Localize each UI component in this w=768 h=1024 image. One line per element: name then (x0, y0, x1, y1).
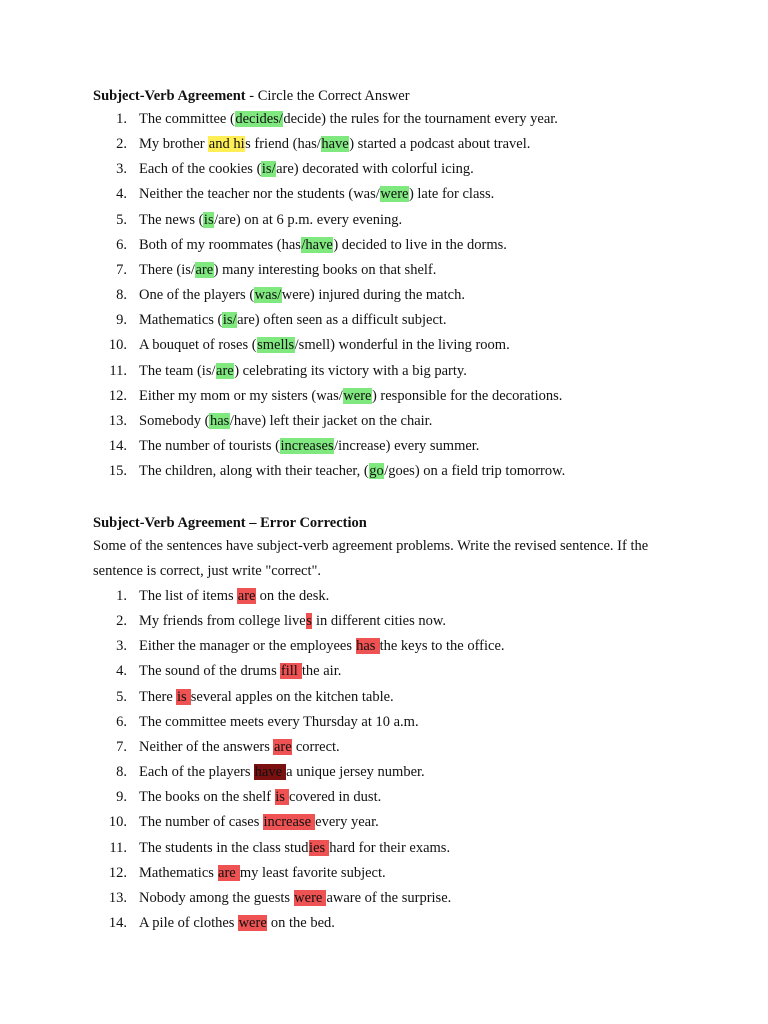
item-number: 12. (108, 864, 127, 881)
text-segment: The number of cases (139, 814, 264, 831)
text-segment: A pile of clothes (139, 915, 239, 932)
highlight-green: have (321, 136, 349, 153)
item-text (139, 258, 436, 283)
item-number: 10. (108, 814, 127, 831)
text-segment: Either my mom or my sisters (was/ (139, 387, 343, 404)
list-item (93, 434, 693, 459)
highlight-green: increases (280, 438, 334, 455)
highlight-dark-red: have (254, 764, 286, 781)
list-item (93, 157, 693, 182)
item-text (139, 710, 419, 735)
highlight-yellow: and hi (208, 136, 245, 153)
highlight-green: were (343, 387, 372, 404)
highlight-green: has (209, 412, 230, 429)
list-item (93, 861, 693, 886)
text-segment: were) injured during the match. (281, 287, 465, 304)
list-item (93, 634, 693, 659)
item-text (139, 459, 565, 484)
item-text (139, 685, 394, 710)
highlight-green: smells (257, 337, 295, 354)
section-1-list (93, 107, 693, 484)
item-number: 13. (108, 412, 127, 429)
item-number: 1. (116, 588, 127, 604)
list-item (93, 132, 693, 157)
text-segment: There (139, 688, 177, 705)
item-text (139, 359, 467, 384)
item-text (139, 760, 425, 785)
section-error-correction (93, 513, 693, 936)
item-number: 8. (116, 287, 127, 304)
highlight-red: is (275, 789, 289, 806)
section-1-subtitle: - Circle the Correct Answer (245, 88, 410, 104)
highlight-green: decides/ (235, 111, 283, 127)
text-segment: ) decided to live in the dorms. (333, 236, 507, 253)
section-1-heading (93, 86, 693, 107)
item-number: 9. (116, 789, 127, 806)
item-number: 1. (116, 111, 127, 127)
item-number: 2. (116, 136, 127, 153)
text-segment: Neither of the answers (139, 738, 274, 755)
item-number: 9. (116, 312, 127, 329)
item-number: 4. (116, 186, 127, 203)
text-segment: the air. (301, 663, 342, 680)
list-item (93, 760, 693, 785)
highlight-green: go (369, 463, 384, 480)
item-number: 14. (108, 438, 127, 455)
list-item (93, 459, 693, 484)
list-item (93, 685, 693, 710)
list-item (93, 911, 693, 936)
list-item (93, 107, 693, 132)
item-text (139, 333, 510, 358)
text-segment: ) celebrating its victory with a big party. (234, 362, 467, 379)
item-text (139, 107, 558, 132)
text-segment: The students in the class stud (139, 839, 309, 856)
item-text (139, 308, 447, 333)
item-text (139, 208, 402, 233)
text-segment: /are) on at 6 p.m. every evening. (214, 211, 403, 228)
text-segment: decide) the rules for the tournament every year. (283, 111, 558, 127)
text-segment: /smell) wonderful in the living room. (294, 337, 510, 354)
highlight-red: has (356, 638, 380, 655)
list-item (93, 258, 693, 283)
item-number: 3. (116, 638, 127, 655)
text-segment: There (is/ (139, 261, 195, 278)
text-segment: A bouquet of roses ( (139, 337, 257, 354)
text-segment: One of the players ( (139, 287, 255, 304)
text-segment: ) late for class. (408, 186, 495, 203)
highlight-green: was/ (254, 287, 282, 304)
highlight-green: were (380, 186, 409, 203)
item-text (139, 157, 474, 182)
list-item (93, 836, 693, 861)
item-number: 8. (116, 764, 127, 781)
text-segment: /goes) on a field trip tomorrow. (384, 463, 566, 480)
text-segment: The news ( (139, 211, 204, 228)
text-segment: ) started a podcast about travel. (349, 136, 531, 153)
section-2-instructions: Some of the sentences have subject-verb agreement problems. Write the revised sentence. If the sentence is correct, just write "correct". (93, 538, 649, 579)
list-item (93, 359, 693, 384)
section-2-heading (93, 513, 693, 534)
highlight-green: /have (301, 236, 333, 253)
section-circle-answer (93, 86, 693, 484)
text-segment: Either the manager or the employees (139, 638, 356, 655)
text-segment: /increase) every summer. (334, 438, 480, 455)
list-item (93, 785, 693, 810)
list-item (93, 659, 693, 684)
text-segment: The children, along with their teacher, ( (139, 463, 369, 480)
item-text (139, 434, 479, 459)
item-number: 13. (108, 889, 127, 906)
text-segment: covered in dust. (289, 789, 382, 806)
text-segment: Neither the teacher nor the students (was/ (139, 186, 380, 203)
item-number: 6. (116, 713, 127, 730)
list-item (93, 333, 693, 358)
item-text (139, 182, 494, 207)
item-number: 11. (109, 362, 127, 379)
item-text (139, 911, 335, 936)
text-segment: The number of tourists ( (139, 438, 280, 455)
text-segment: are) decorated with colorful icing. (276, 161, 474, 178)
item-number: 4. (116, 663, 127, 680)
item-text (139, 659, 341, 684)
highlight-red: is (176, 688, 191, 705)
highlight-red: ies (309, 839, 329, 856)
list-item (93, 233, 693, 258)
list-item (93, 810, 693, 835)
item-text (139, 886, 451, 911)
item-number: 12. (108, 387, 127, 404)
item-text (139, 233, 507, 258)
list-item (93, 308, 693, 333)
text-segment: Mathematics ( (139, 312, 223, 329)
text-segment: in different cities now. (312, 613, 447, 630)
text-segment: The committee ( (139, 111, 235, 127)
list-item (93, 609, 693, 634)
text-segment: My brother (139, 136, 209, 153)
text-segment: The sound of the drums (139, 663, 281, 680)
text-segment: my least favorite subject. (239, 864, 386, 881)
item-number: 11. (109, 839, 127, 856)
text-segment: Somebody ( (139, 412, 210, 429)
item-text (139, 735, 340, 760)
item-number: 2. (116, 613, 127, 630)
item-number: 5. (116, 688, 127, 705)
section-2-title: Subject-Verb Agreement – Error Correction (93, 515, 367, 531)
text-segment: aware of the surprise. (326, 889, 452, 906)
list-item (93, 584, 693, 609)
text-segment: ) responsible for the decorations. (371, 387, 563, 404)
highlight-green: is/ (261, 161, 276, 178)
highlight-red: are (218, 864, 240, 881)
highlight-green: is (203, 211, 214, 228)
list-item (93, 710, 693, 735)
text-segment: on the bed. (267, 915, 335, 932)
highlight-red: were (238, 915, 267, 932)
text-segment: Each of the cookies ( (139, 161, 262, 178)
item-number: 3. (116, 161, 127, 178)
text-segment: /have) left their jacket on the chair. (229, 412, 433, 429)
text-segment: s friend (has/ (245, 136, 321, 153)
text-segment: The list of items (139, 588, 238, 604)
text-segment: Both of my roommates (has (139, 236, 301, 253)
item-text (139, 609, 446, 634)
text-segment: ) many interesting books on that shelf. (213, 261, 437, 278)
item-text (139, 836, 450, 861)
highlight-red: increase (263, 814, 315, 831)
item-number: 10. (108, 337, 127, 354)
item-number: 5. (116, 211, 127, 228)
item-text (139, 132, 530, 157)
item-number: 6. (116, 236, 127, 253)
text-segment: several apples on the kitchen table. (190, 688, 394, 705)
text-segment: The team (is/ (139, 362, 216, 379)
text-segment: the keys to the office. (379, 638, 505, 655)
item-text (139, 584, 329, 609)
item-text (139, 634, 505, 659)
item-number: 14. (108, 915, 127, 932)
item-number: 7. (116, 738, 127, 755)
highlight-red: are (273, 738, 292, 755)
highlight-red: s (306, 613, 312, 630)
item-text (139, 810, 379, 835)
list-item (93, 409, 693, 434)
item-text (139, 785, 381, 810)
highlight-green: are (216, 362, 234, 379)
section-2-list (93, 584, 693, 936)
text-segment: Each of the players (139, 764, 255, 781)
list-item (93, 208, 693, 233)
highlight-green: are (195, 261, 214, 278)
item-number: 15. (108, 463, 127, 480)
text-segment: on the desk. (255, 588, 330, 604)
list-item (93, 735, 693, 760)
text-segment: Nobody among the guests (139, 889, 294, 906)
text-segment: correct. (292, 738, 340, 755)
text-segment: are) often seen as a difficult subject. (237, 312, 447, 329)
text-segment: a unique jersey number. (286, 764, 425, 781)
text-segment: The books on the shelf (139, 789, 275, 806)
list-item (93, 182, 693, 207)
item-text (139, 409, 432, 434)
list-item (93, 384, 693, 409)
text-segment: The committee meets every Thursday at 10 a.m. (139, 713, 419, 730)
item-text (139, 384, 562, 409)
text-segment: Mathematics (139, 864, 218, 881)
item-number: 7. (116, 261, 127, 278)
section-1-title: Subject-Verb Agreement (93, 88, 246, 104)
list-item (93, 283, 693, 308)
highlight-red: are (237, 588, 256, 604)
list-item (93, 886, 693, 911)
highlight-red: fill (280, 663, 302, 680)
text-segment: hard for their exams. (329, 839, 451, 856)
text-segment: every year. (315, 814, 379, 831)
item-text (139, 861, 386, 886)
item-text (139, 283, 465, 308)
highlight-red: were (294, 889, 326, 906)
text-segment: My friends from college live (139, 613, 306, 630)
highlight-green: is/ (222, 312, 237, 329)
